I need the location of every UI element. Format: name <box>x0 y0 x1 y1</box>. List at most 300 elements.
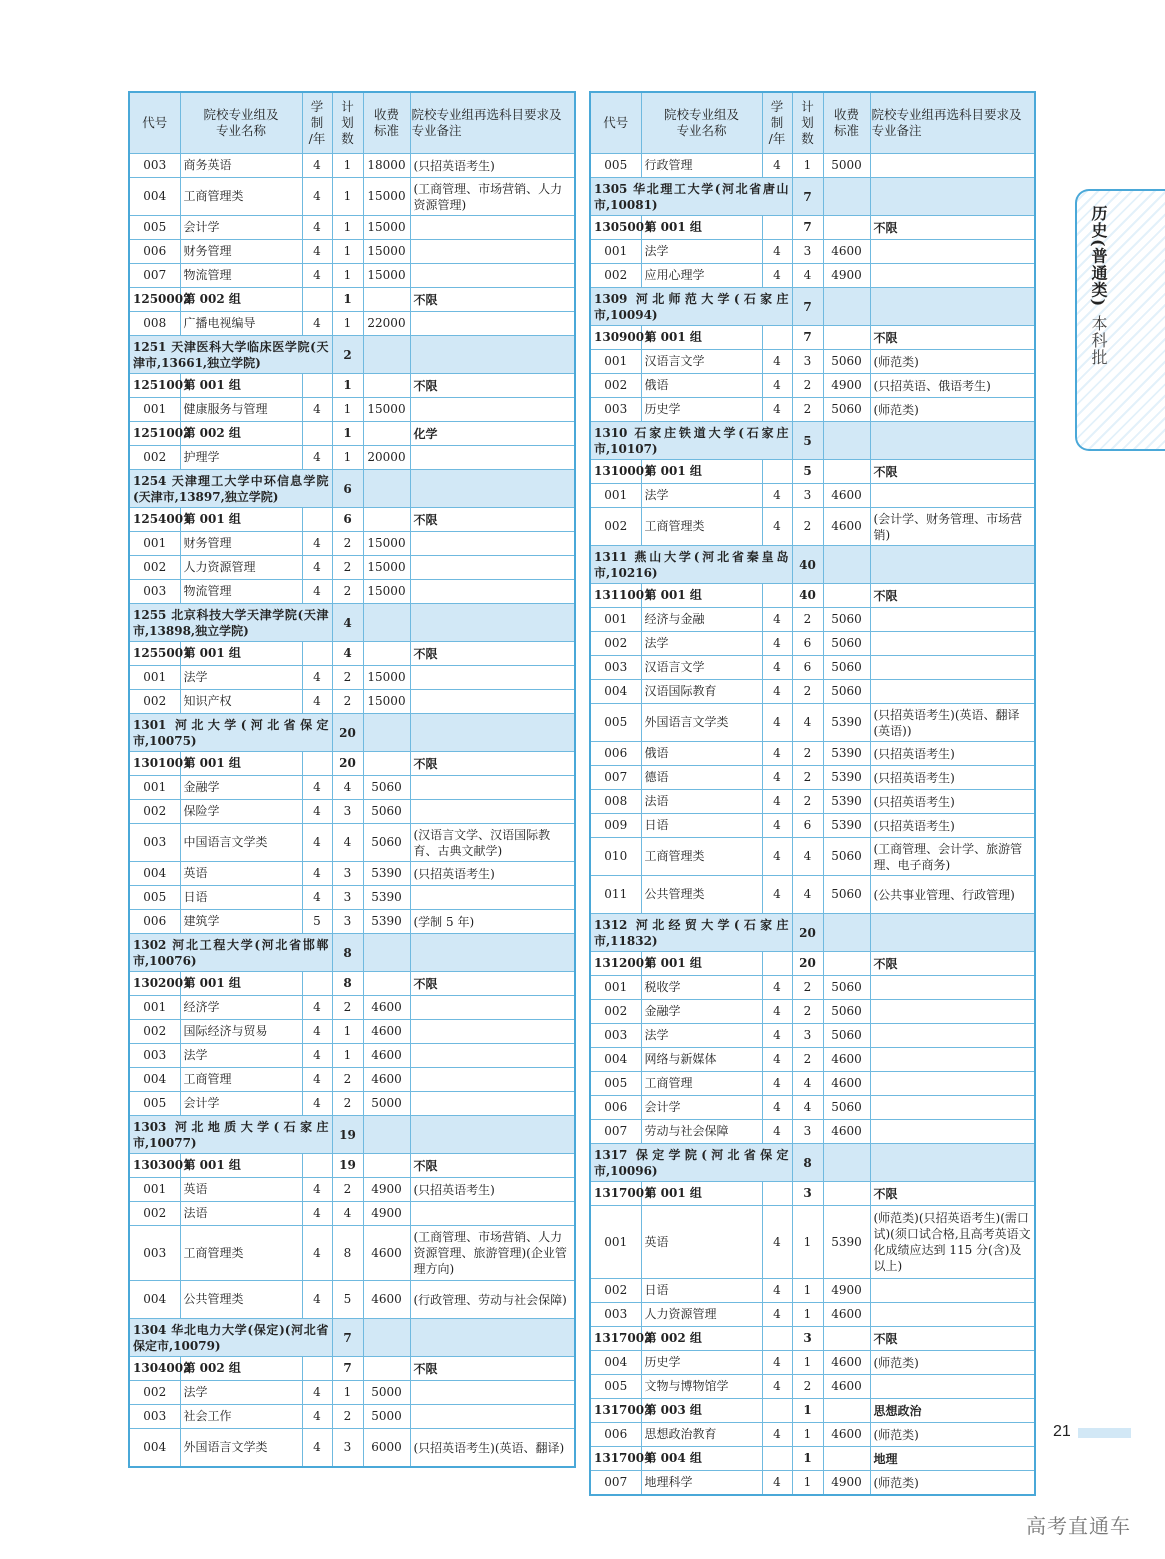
course-fee: 5390 <box>823 814 870 838</box>
course-years: 4 <box>302 1226 332 1281</box>
course-remark <box>410 312 575 336</box>
course-name: 汉语国际教育 <box>641 680 762 704</box>
course-name: 护理学 <box>180 446 302 470</box>
course-remark <box>870 976 1035 1000</box>
plan-count: 1 <box>792 1447 823 1471</box>
course-fee: 5060 <box>363 824 410 862</box>
course-code: 004 <box>590 1351 641 1375</box>
course-row <box>590 1000 1035 1024</box>
course-row <box>129 666 575 690</box>
course-remark: (师范类) <box>870 1423 1035 1447</box>
course-remark <box>870 1048 1035 1072</box>
plan-count: 2 <box>792 790 823 814</box>
plan-count: 4 <box>792 876 823 914</box>
course-code: 003 <box>590 1024 641 1048</box>
school-name: 1255 北京科技大学天津学院(天津市,13898,独立学院) <box>129 604 332 642</box>
course-fee: 5390 <box>363 886 410 910</box>
group-row <box>590 460 1035 484</box>
course-remark: (只招英语、俄语考生) <box>870 374 1035 398</box>
course-years: 4 <box>762 1072 792 1096</box>
group-row <box>590 952 1035 976</box>
course-row <box>590 1375 1035 1399</box>
header-name: 院校专业组及 专业名称 <box>180 92 302 154</box>
remark-cell <box>410 1319 575 1357</box>
group-name: 第 001 组 <box>641 1182 762 1206</box>
plan-count: 3 <box>332 800 363 824</box>
course-code: 001 <box>590 240 641 264</box>
years-cell <box>302 1154 332 1178</box>
course-name: 广播电视编导 <box>180 312 302 336</box>
course-remark <box>870 632 1035 656</box>
school-name: 1317 保定学院(河北省保定市,10096) <box>590 1144 792 1182</box>
plan-count: 3 <box>792 350 823 374</box>
group-code: 1312001 <box>590 952 641 976</box>
course-code: 003 <box>129 1044 180 1068</box>
course-years: 4 <box>302 178 332 216</box>
group-name: 第 002 组 <box>180 422 302 446</box>
plan-count: 2 <box>792 508 823 546</box>
course-remark <box>870 656 1035 680</box>
plan-count: 20 <box>792 914 823 952</box>
course-name: 金融学 <box>641 1000 762 1024</box>
course-years: 4 <box>762 264 792 288</box>
course-remark <box>870 240 1035 264</box>
course-row <box>590 398 1035 422</box>
course-code: 004 <box>129 1281 180 1319</box>
course-remark <box>410 1405 575 1429</box>
group-row <box>590 326 1035 350</box>
course-row <box>129 1405 575 1429</box>
course-row <box>590 1423 1035 1447</box>
course-name: 日语 <box>641 1279 762 1303</box>
course-row <box>129 1044 575 1068</box>
school-row <box>129 1319 575 1357</box>
plan-count: 1 <box>332 240 363 264</box>
course-fee: 15000 <box>363 178 410 216</box>
course-fee: 4600 <box>823 1120 870 1144</box>
course-years: 4 <box>302 666 332 690</box>
plan-count: 4 <box>332 642 363 666</box>
course-fee: 4900 <box>823 1471 870 1496</box>
course-remark: (学制 5 年) <box>410 910 575 934</box>
fee-cell <box>823 178 870 216</box>
course-name: 物流管理 <box>180 580 302 604</box>
course-name: 应用心理学 <box>641 264 762 288</box>
plan-count: 1 <box>792 1399 823 1423</box>
course-fee: 5390 <box>823 1206 870 1279</box>
course-code: 003 <box>129 580 180 604</box>
course-remark: (只招英语考生)(英语、翻译) <box>410 1429 575 1468</box>
course-code: 001 <box>129 398 180 422</box>
course-name: 俄语 <box>641 742 762 766</box>
group-row <box>590 584 1035 608</box>
course-years: 4 <box>762 1048 792 1072</box>
course-code: 003 <box>129 824 180 862</box>
plan-count: 4 <box>332 604 363 642</box>
course-name: 法学 <box>641 484 762 508</box>
course-code: 004 <box>129 178 180 216</box>
course-remark <box>410 532 575 556</box>
remark-cell <box>410 470 575 508</box>
course-remark <box>870 484 1035 508</box>
course-code: 001 <box>590 976 641 1000</box>
course-fee: 18000 <box>363 154 410 178</box>
years-cell <box>762 1399 792 1423</box>
fee-cell <box>363 934 410 972</box>
fee-cell <box>823 546 870 584</box>
plan-count: 1 <box>332 446 363 470</box>
course-remark: (行政管理、劳动与社会保障) <box>410 1281 575 1319</box>
course-name: 法语 <box>180 1202 302 1226</box>
course-row <box>129 800 575 824</box>
course-row <box>590 1471 1035 1496</box>
remark-cell <box>870 422 1035 460</box>
plan-count: 2 <box>332 1405 363 1429</box>
course-code: 001 <box>590 1206 641 1279</box>
course-fee: 5060 <box>823 1024 870 1048</box>
course-name: 商务英语 <box>180 154 302 178</box>
course-row <box>129 1178 575 1202</box>
course-row <box>129 1226 575 1281</box>
header-fee: 收费 标准 <box>363 92 410 154</box>
group-name: 第 001 组 <box>641 326 762 350</box>
years-cell <box>302 422 332 446</box>
course-years: 4 <box>302 1429 332 1468</box>
course-remark <box>410 690 575 714</box>
course-remark <box>870 1120 1035 1144</box>
plan-count: 5 <box>792 422 823 460</box>
course-fee: 5060 <box>823 350 870 374</box>
course-row <box>590 1303 1035 1327</box>
course-code: 007 <box>590 766 641 790</box>
course-years: 4 <box>762 838 792 876</box>
plan-count: 1 <box>332 1381 363 1405</box>
course-code: 008 <box>590 790 641 814</box>
course-fee: 15000 <box>363 398 410 422</box>
plan-count: 8 <box>332 1226 363 1281</box>
course-name: 公共管理类 <box>180 1281 302 1319</box>
plan-count: 2 <box>792 680 823 704</box>
course-code: 002 <box>590 632 641 656</box>
course-row <box>129 862 575 886</box>
plan-count: 19 <box>332 1154 363 1178</box>
group-code: 1251002 <box>129 422 180 446</box>
course-name: 法语 <box>641 790 762 814</box>
group-name: 第 001 组 <box>180 752 302 776</box>
course-years: 4 <box>762 608 792 632</box>
course-fee: 4600 <box>823 1423 870 1447</box>
school-row <box>129 714 575 752</box>
plan-count: 1 <box>332 1044 363 1068</box>
plan-count: 3 <box>792 1327 823 1351</box>
course-name: 德语 <box>641 766 762 790</box>
plan-count: 40 <box>792 546 823 584</box>
header-plan: 计 划 数 <box>332 92 363 154</box>
course-code: 001 <box>129 666 180 690</box>
course-code: 010 <box>590 838 641 876</box>
course-code: 003 <box>590 656 641 680</box>
course-row <box>590 680 1035 704</box>
course-fee: 4600 <box>823 1375 870 1399</box>
school-row <box>129 336 575 374</box>
school-row <box>590 546 1035 584</box>
course-fee: 15000 <box>363 580 410 604</box>
subject-requirement: 不限 <box>870 952 1035 976</box>
course-row <box>129 1281 575 1319</box>
course-remark: (工商管理、会计学、旅游管理、电子商务) <box>870 838 1035 876</box>
group-code: 1311001 <box>590 584 641 608</box>
course-code: 002 <box>129 446 180 470</box>
course-code: 006 <box>590 1096 641 1120</box>
course-code: 001 <box>590 350 641 374</box>
course-fee: 4600 <box>363 1068 410 1092</box>
course-code: 007 <box>590 1471 641 1496</box>
plan-count: 2 <box>332 336 363 374</box>
course-code: 001 <box>129 996 180 1020</box>
course-years: 4 <box>302 580 332 604</box>
course-name: 工商管理类 <box>641 838 762 876</box>
header-remark: 院校专业组再选科目要求及 专业备注 <box>870 92 1035 154</box>
course-years: 4 <box>762 1206 792 1279</box>
course-years: 4 <box>762 876 792 914</box>
years-cell <box>762 1182 792 1206</box>
course-remark: (公共事业管理、行政管理) <box>870 876 1035 914</box>
group-code: 1317004 <box>590 1447 641 1471</box>
course-row <box>129 532 575 556</box>
course-code: 004 <box>129 1429 180 1468</box>
plan-count: 6 <box>792 632 823 656</box>
course-years: 4 <box>762 398 792 422</box>
group-code: 1301001 <box>129 752 180 776</box>
course-row <box>129 1068 575 1092</box>
plan-count: 2 <box>792 398 823 422</box>
group-name: 第 004 组 <box>641 1447 762 1471</box>
school-row <box>590 178 1035 216</box>
plan-count: 2 <box>332 996 363 1020</box>
category-label: 历史(普通类) <box>1089 205 1108 308</box>
group-code: 1302001 <box>129 972 180 996</box>
course-fee: 6000 <box>363 1429 410 1468</box>
course-years: 4 <box>302 1178 332 1202</box>
course-years: 4 <box>762 240 792 264</box>
course-row <box>129 446 575 470</box>
group-row <box>590 1447 1035 1471</box>
course-code: 006 <box>129 910 180 934</box>
course-remark <box>870 264 1035 288</box>
course-fee: 22000 <box>363 312 410 336</box>
group-row <box>129 642 575 666</box>
course-code: 004 <box>590 1048 641 1072</box>
school-row <box>129 604 575 642</box>
course-code: 003 <box>590 398 641 422</box>
course-remark <box>410 776 575 800</box>
course-remark <box>410 1202 575 1226</box>
fee-cell <box>823 422 870 460</box>
course-row <box>590 350 1035 374</box>
plan-count: 1 <box>332 178 363 216</box>
course-remark: (汉语言文学、汉语国际教育、古典文献学) <box>410 824 575 862</box>
course-years: 4 <box>762 656 792 680</box>
header-fee: 收费 标准 <box>823 92 870 154</box>
course-years: 4 <box>762 1096 792 1120</box>
course-remark <box>410 580 575 604</box>
plan-count: 1 <box>332 264 363 288</box>
subject-requirement: 不限 <box>410 1154 575 1178</box>
watermark: 高考直通车 <box>1026 1514 1131 1538</box>
fee-cell <box>363 1319 410 1357</box>
course-row <box>590 656 1035 680</box>
plan-count: 2 <box>792 1000 823 1024</box>
course-row <box>129 886 575 910</box>
years-cell <box>302 1357 332 1381</box>
plan-count: 3 <box>792 240 823 264</box>
course-name: 思想政治教育 <box>641 1423 762 1447</box>
course-name: 社会工作 <box>180 1405 302 1429</box>
course-fee: 5060 <box>823 1000 870 1024</box>
plan-count: 6 <box>332 470 363 508</box>
course-row <box>590 1048 1035 1072</box>
plan-count: 1 <box>332 154 363 178</box>
plan-count: 6 <box>332 508 363 532</box>
course-remark <box>870 1024 1035 1048</box>
plan-count: 8 <box>792 1144 823 1182</box>
years-cell <box>762 460 792 484</box>
subject-requirement: 不限 <box>410 642 575 666</box>
course-code: 007 <box>129 264 180 288</box>
course-fee: 5060 <box>363 776 410 800</box>
fee-cell <box>363 288 410 312</box>
course-name: 会计学 <box>180 216 302 240</box>
course-row <box>129 690 575 714</box>
course-name: 汉语言文学 <box>641 350 762 374</box>
table-header <box>590 92 1035 154</box>
course-fee: 20000 <box>363 446 410 470</box>
course-years: 4 <box>302 1405 332 1429</box>
plan-count: 2 <box>792 374 823 398</box>
course-years: 4 <box>762 1120 792 1144</box>
course-row <box>590 1351 1035 1375</box>
plan-count: 2 <box>792 766 823 790</box>
course-code: 007 <box>590 1120 641 1144</box>
course-row <box>129 216 575 240</box>
course-code: 004 <box>590 680 641 704</box>
course-remark <box>870 1303 1035 1327</box>
course-remark: (工商管理、市场营销、人力资源管理、旅游管理)(企业管理方向) <box>410 1226 575 1281</box>
plan-count: 4 <box>332 1202 363 1226</box>
group-name: 第 003 组 <box>641 1399 762 1423</box>
course-row <box>590 742 1035 766</box>
group-row <box>129 972 575 996</box>
course-fee: 15000 <box>363 556 410 580</box>
plan-count: 2 <box>332 690 363 714</box>
course-code: 005 <box>129 886 180 910</box>
course-fee: 5060 <box>823 656 870 680</box>
course-years: 4 <box>302 446 332 470</box>
course-fee: 5060 <box>823 838 870 876</box>
course-years: 4 <box>762 1351 792 1375</box>
years-cell <box>302 374 332 398</box>
plan-count: 2 <box>332 532 363 556</box>
course-row <box>590 1072 1035 1096</box>
course-name: 工商管理类 <box>180 178 302 216</box>
plan-count: 1 <box>792 1303 823 1327</box>
subject-requirement: 不限 <box>410 288 575 312</box>
course-remark: (工商管理、市场营销、人力资源管理) <box>410 178 575 216</box>
fee-cell <box>823 1399 870 1423</box>
course-code: 004 <box>129 862 180 886</box>
header-years: 学 制 /年 <box>762 92 792 154</box>
course-remark <box>870 154 1035 178</box>
table-header <box>129 92 575 154</box>
course-remark <box>410 264 575 288</box>
fee-cell <box>363 642 410 666</box>
course-row <box>590 264 1035 288</box>
course-remark: (只招英语考生) <box>870 814 1035 838</box>
group-name: 第 001 组 <box>180 972 302 996</box>
group-row <box>590 1327 1035 1351</box>
course-remark: (只招英语考生) <box>410 154 575 178</box>
course-name: 网络与新媒体 <box>641 1048 762 1072</box>
group-name: 第 001 组 <box>641 584 762 608</box>
course-fee: 4600 <box>823 1072 870 1096</box>
course-code: 006 <box>129 240 180 264</box>
course-name: 法学 <box>641 1024 762 1048</box>
course-row <box>590 814 1035 838</box>
fee-cell <box>823 1447 870 1471</box>
course-years: 4 <box>302 1092 332 1116</box>
course-remark <box>410 1068 575 1092</box>
course-fee: 5000 <box>363 1092 410 1116</box>
course-years: 4 <box>762 508 792 546</box>
course-fee: 5060 <box>823 680 870 704</box>
subject-requirement: 不限 <box>410 1357 575 1381</box>
group-code: 1309001 <box>590 326 641 350</box>
group-row <box>590 1399 1035 1423</box>
course-remark <box>410 1044 575 1068</box>
plan-count: 20 <box>332 714 363 752</box>
course-fee: 5060 <box>823 1096 870 1120</box>
course-name: 知识产权 <box>180 690 302 714</box>
course-row <box>129 776 575 800</box>
fee-cell <box>823 288 870 326</box>
course-row <box>590 976 1035 1000</box>
course-row <box>590 632 1035 656</box>
course-row <box>129 1092 575 1116</box>
school-name: 1302 河北工程大学(河北省邯郸市,10076) <box>129 934 332 972</box>
fee-cell <box>823 460 870 484</box>
course-fee: 15000 <box>363 264 410 288</box>
admission-table-right <box>589 91 1036 1496</box>
plan-count: 1 <box>792 1351 823 1375</box>
group-row <box>590 216 1035 240</box>
group-row <box>129 422 575 446</box>
school-name: 1254 天津理工大学中环信息学院(天津市,13897,独立学院) <box>129 470 332 508</box>
years-cell <box>762 952 792 976</box>
course-fee: 5060 <box>823 976 870 1000</box>
course-fee: 5390 <box>823 704 870 742</box>
group-code: 1250002 <box>129 288 180 312</box>
course-name: 历史学 <box>641 398 762 422</box>
fee-cell <box>363 752 410 776</box>
plan-count: 6 <box>792 656 823 680</box>
plan-count: 7 <box>332 1319 363 1357</box>
course-name: 文物与博物馆学 <box>641 1375 762 1399</box>
course-fee: 4600 <box>823 1351 870 1375</box>
plan-count: 1 <box>332 422 363 446</box>
course-fee: 4600 <box>363 1020 410 1044</box>
remark-cell <box>410 934 575 972</box>
course-code: 002 <box>590 1000 641 1024</box>
